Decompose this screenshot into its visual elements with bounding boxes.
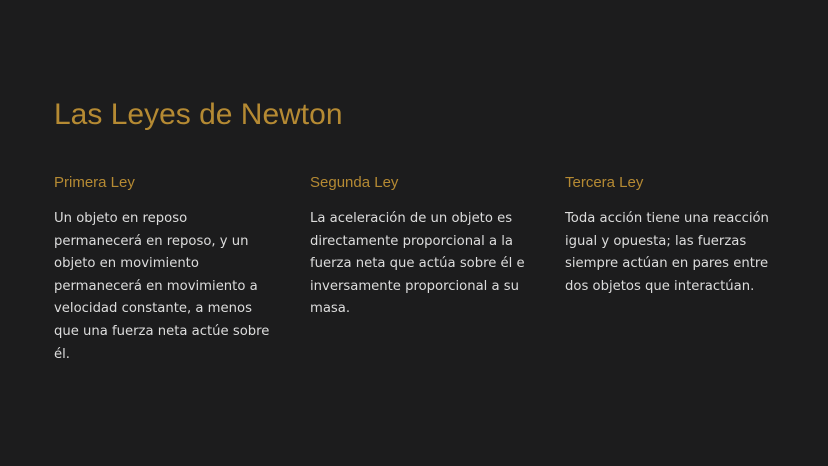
law-heading: Tercera Ley <box>565 174 644 191</box>
law-description: La aceleración de un objeto es directamente proporcional a la fuerza neta que actúa sobre él e inversamente proporcional a su masa. <box>310 211 525 317</box>
law-column-second <box>310 172 540 321</box>
law-heading: Primera Ley <box>54 174 135 191</box>
slide-title: Las Leyes de Newton <box>54 98 343 131</box>
law-description: Un objeto en reposo permanecerá en reposo, y un objeto en movimiento permanecerá en movimiento a velocidad constante, a menos que una fuerza neta actúe sobre él. <box>54 211 270 362</box>
law-column-first <box>54 172 284 366</box>
law-column-third <box>565 172 795 298</box>
law-heading: Segunda Ley <box>310 174 399 191</box>
law-description: Toda acción tiene una reacción igual y opuesta; las fuerzas siempre actúan en pares entre dos objetos que interactúan. <box>565 211 769 294</box>
